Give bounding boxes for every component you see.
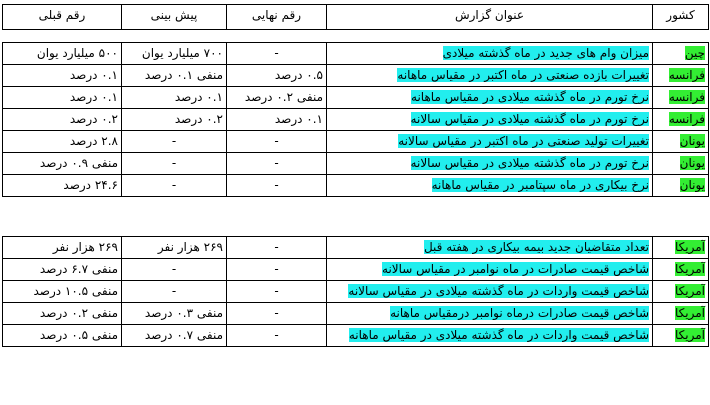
country-label: فرانسه	[668, 90, 705, 104]
final-value-cell: -	[227, 237, 327, 259]
previous-value-cell: منفی ۱۰.۵ درصد	[3, 281, 122, 303]
header-previous: رقم قبلی	[3, 5, 122, 30]
header-forecast: پیش بینی	[122, 5, 227, 30]
country-cell	[653, 87, 709, 109]
report-title-label: تغییرات تولید صنعتی در ماه اکتبر در مقیاس سالانه	[398, 134, 649, 148]
table-row	[3, 87, 709, 109]
report-title-cell	[327, 281, 653, 303]
table-row	[3, 109, 709, 131]
report-title-cell	[327, 87, 653, 109]
final-value-cell: -	[227, 175, 327, 197]
forecast-value-cell: ۲۶۹ هزار نفر	[122, 237, 227, 259]
report-title-label: تعداد متقاضیان جدید بیمه بیکاری در هفته قبل	[423, 240, 649, 254]
country-cell	[653, 303, 709, 325]
report-title-cell	[327, 109, 653, 131]
previous-value-cell: منفی ۰.۹ درصد	[3, 153, 122, 175]
previous-value-cell: ۰.۱ درصد	[3, 65, 122, 87]
forecast-value-cell: ۰.۱ درصد	[122, 87, 227, 109]
final-value-cell: ۰.۱ درصد	[227, 109, 327, 131]
forecast-value-cell: -	[122, 175, 227, 197]
country-cell	[653, 175, 709, 197]
report-title-cell	[327, 43, 653, 65]
country-label: فرانسه	[668, 112, 705, 126]
header-title: عنوان گزارش	[327, 5, 653, 30]
country-cell	[653, 281, 709, 303]
table-row	[3, 281, 709, 303]
country-label: آمریکا	[674, 262, 705, 276]
country-label: یونان	[679, 178, 705, 192]
forecast-value-cell: -	[122, 281, 227, 303]
forecast-value-cell: ۰.۲ درصد	[122, 109, 227, 131]
previous-value-cell: ۰.۱ درصد	[3, 87, 122, 109]
report-title-cell	[327, 259, 653, 281]
previous-value-cell: منفی ۰.۵ درصد	[3, 325, 122, 347]
previous-value-cell: منفی ۶.۷ درصد	[3, 259, 122, 281]
table-row	[3, 325, 709, 347]
country-cell	[653, 109, 709, 131]
final-value-cell: -	[227, 259, 327, 281]
country-label: فرانسه	[668, 68, 705, 82]
report-table-europe-asia	[2, 42, 709, 197]
final-value-cell: -	[227, 131, 327, 153]
header-row	[3, 5, 709, 30]
header-table	[2, 4, 709, 30]
country-label: آمریکا	[674, 328, 705, 342]
report-title-cell	[327, 65, 653, 87]
country-label: چین	[684, 46, 705, 60]
table-row	[3, 43, 709, 65]
table-row	[3, 131, 709, 153]
forecast-value-cell: ۷۰۰ میلیارد یوان	[122, 43, 227, 65]
country-cell	[653, 65, 709, 87]
country-label: آمریکا	[674, 240, 705, 254]
report-title-label: میزان وام های جدید در ماه گذشته میلادی	[442, 46, 649, 60]
report-table-usa	[2, 236, 709, 347]
country-cell	[653, 153, 709, 175]
country-label: آمریکا	[674, 306, 705, 320]
forecast-value-cell: منفی ۰.۳ درصد	[122, 303, 227, 325]
country-cell	[653, 43, 709, 65]
table-row	[3, 65, 709, 87]
previous-value-cell: ۲۴.۶ درصد	[3, 175, 122, 197]
report-title-label: نرخ تورم در ماه گذشته میلادی در مقیاس ماهانه	[411, 90, 649, 104]
final-value-cell: -	[227, 325, 327, 347]
report-title-label: نرخ تورم در ماه گذشته میلادی در مقیاس سالانه	[410, 156, 649, 170]
previous-value-cell: ۵۰۰ میلیارد یوان	[3, 43, 122, 65]
forecast-value-cell: منفی ۰.۷ درصد	[122, 325, 227, 347]
table-row	[3, 153, 709, 175]
country-cell	[653, 325, 709, 347]
report-title-cell	[327, 303, 653, 325]
report-title-label: نرخ تورم در ماه گذشته میلادی در مقیاس سالانه	[410, 112, 649, 126]
report-title-cell	[327, 131, 653, 153]
final-value-cell: -	[227, 153, 327, 175]
country-label: یونان	[679, 134, 705, 148]
country-cell	[653, 237, 709, 259]
header-final: رقم نهایی	[227, 5, 327, 30]
final-value-cell: -	[227, 43, 327, 65]
previous-value-cell: ۰.۲ درصد	[3, 109, 122, 131]
forecast-value-cell: -	[122, 153, 227, 175]
report-title-cell	[327, 237, 653, 259]
country-cell	[653, 259, 709, 281]
report-title-label: شاخص قیمت صادرات در ماه نوامبر در مقیاس سالانه	[382, 262, 649, 276]
previous-value-cell: ۲.۸ درصد	[3, 131, 122, 153]
forecast-value-cell: -	[122, 259, 227, 281]
report-title-label: تغییرات بازده صنعتی در ماه اکتبر در مقیاس ماهانه	[397, 68, 649, 82]
final-value-cell: -	[227, 281, 327, 303]
table-row	[3, 175, 709, 197]
report-title-cell	[327, 153, 653, 175]
country-label: یونان	[679, 156, 705, 170]
country-label: آمریکا	[674, 284, 705, 298]
table-row	[3, 237, 709, 259]
forecast-value-cell: -	[122, 131, 227, 153]
report-title-label: شاخص قیمت صادرات درماه نوامبر درمقیاس ماهانه	[390, 306, 649, 320]
header-country: کشور	[653, 5, 709, 30]
table-row	[3, 259, 709, 281]
previous-value-cell: منفی ۰.۲ درصد	[3, 303, 122, 325]
previous-value-cell: ۲۶۹ هزار نفر	[3, 237, 122, 259]
report-title-label: شاخص قیمت واردات در ماه گذشته میلادی در مقیاس سالانه	[348, 284, 649, 298]
table-row	[3, 303, 709, 325]
country-cell	[653, 131, 709, 153]
final-value-cell: -	[227, 303, 327, 325]
final-value-cell: منفی ۰.۲ درصد	[227, 87, 327, 109]
report-title-cell	[327, 325, 653, 347]
final-value-cell: ۰.۵ درصد	[227, 65, 327, 87]
report-title-cell	[327, 175, 653, 197]
report-title-label: نرخ بیکاری در ماه سپتامبر در مقیاس ماهانه	[431, 178, 649, 192]
forecast-value-cell: منفی ۰.۱ درصد	[122, 65, 227, 87]
report-title-label: شاخص قیمت واردات در ماه گذشته میلادی در مقیاس ماهانه	[348, 328, 649, 342]
